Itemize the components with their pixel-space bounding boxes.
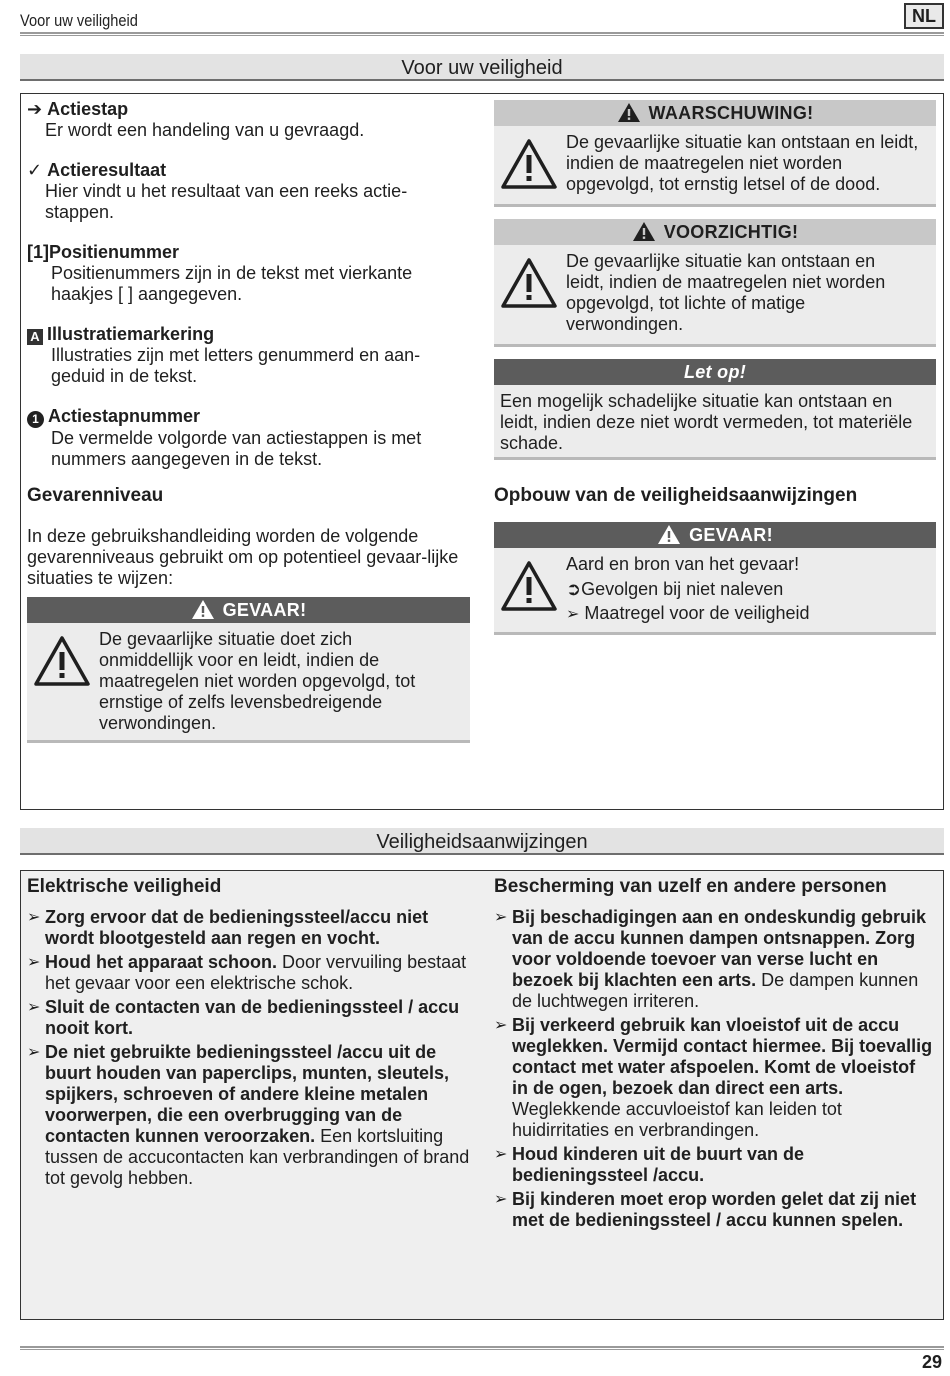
chevron-right-icon: ➢	[494, 1146, 508, 1163]
notice-block	[494, 359, 936, 460]
legend-item-actiestapnummer	[27, 406, 472, 470]
warning-triangle-icon	[500, 257, 558, 309]
list-item	[27, 952, 472, 994]
item-bold: Bij kinderen moet erop worden gelet dat zij niet met de bedieningssteel / accu kunnen spelen.	[512, 1189, 917, 1230]
list-item	[27, 907, 472, 949]
danger-example-block	[27, 597, 470, 743]
electrical-heading: Elektrische veiligheid	[27, 876, 222, 897]
list-item	[27, 1042, 472, 1189]
page-number: 29	[921, 1352, 942, 1372]
item-text: Door vervuiling bestaat het gevaar voor een elektrische schok.	[45, 952, 467, 993]
list-item	[494, 1189, 936, 1231]
warning-triangle-icon	[500, 138, 558, 190]
warning-header	[494, 100, 936, 126]
protection-heading: Bescherming van uzelf en andere personen	[494, 876, 887, 897]
structure-header	[494, 522, 936, 548]
legend-title: Positienummer	[49, 242, 180, 262]
legend-column	[27, 99, 472, 489]
legend-title: Actieresultaat	[47, 160, 167, 180]
chevron-right-icon: ➢	[494, 1017, 508, 1034]
warning-triangle-icon	[617, 102, 641, 123]
danger-label: GEVAAR!	[222, 600, 307, 620]
structure-line-3-text: Maatregel voor de veiligheid	[584, 603, 810, 623]
caution-header	[494, 219, 936, 245]
structure-line-2	[566, 579, 928, 600]
circled-arrow-icon: ➲	[566, 579, 582, 599]
notice-text: Een mogelijk schadelijke situatie kan ontstaan en leidt, indien deze niet wordt vermeden, tot materiële schade.	[500, 391, 913, 453]
structure-line-3	[566, 603, 928, 625]
legend-item-positienummer	[27, 242, 472, 305]
legend-item-illustratiemarkering	[27, 324, 472, 387]
legend-desc: Illustraties zijn met letters genummerd en aan-geduid in de tekst.	[51, 345, 421, 386]
item-bold: De niet gebruikte bedieningssteel /accu uit de buurt houden van paperclips, munten, sleutels, spijkers, schroeven of andere kleine metalen voorwerpen, die een overbrugging van de contacten kunnen veroorzaken.	[45, 1042, 450, 1146]
list-item	[494, 1015, 936, 1141]
item-text: Weglekkende accuvloeistof kan leiden tot huidirritaties en verbrandingen.	[512, 1099, 842, 1140]
warning-body	[494, 126, 936, 199]
footer-rule	[20, 1346, 944, 1350]
position-marker: [1]	[27, 242, 49, 262]
legend-desc: Positienummers zijn in de tekst met vierkante haakjes [ ] aangegeven.	[51, 263, 413, 304]
item-bold: Houd kinderen uit de buurt van de bedieningssteel /accu.	[512, 1144, 805, 1185]
checkmark-icon: ✓	[27, 160, 43, 180]
legend-item-actieresultaat	[27, 160, 472, 223]
structure-heading: Opbouw van de veiligheidsaanwijzingen	[494, 485, 858, 506]
warning-triangle-icon	[500, 560, 558, 612]
legend-title: Actiestap	[47, 99, 129, 119]
item-bold: Bij verkeerd gebruik kan vloeistof uit de accu weglekken. Vermijd contact hiermee. Bij toevallig contact met water afspoelen. Komt de vloeistof in de ogen, bezoek dan direct een arts.	[512, 1015, 933, 1098]
language-badge: NL	[904, 3, 944, 29]
arrow-right-icon: ➔	[27, 99, 43, 119]
electrical-column	[27, 876, 472, 1192]
item-text: Een kortsluiting tussen de accucontacten kan verbrandingen of brand tot gevolg hebben.	[45, 1126, 470, 1188]
legend-desc: Hier vindt u het resultaat van een reeks actie-stappen.	[45, 181, 408, 222]
chevron-right-icon: ➢	[27, 954, 41, 971]
legend-title: Actiestapnummer	[48, 406, 201, 426]
section-title-instructions: Veiligheidsaanwijzingen	[20, 828, 944, 855]
section-title-safety: Voor uw veiligheid	[20, 54, 944, 81]
warning-triangle-icon	[632, 221, 656, 242]
item-bold: Zorg ervoor dat de bedieningssteel/accu niet wordt blootgesteld aan regen en vocht.	[45, 907, 429, 948]
caution-body	[494, 245, 936, 339]
structure-label: GEVAAR!	[689, 525, 773, 545]
warning-triangle-icon	[191, 599, 215, 620]
chevron-right-icon: ➢	[27, 999, 41, 1016]
warning-label: WAARSCHUWING!	[648, 103, 814, 123]
structure-line-1: Aard en bron van het gevaar!	[566, 554, 800, 574]
item-text: De dampen kunnen de luchtwegen irriteren.	[512, 970, 919, 1011]
list-item	[27, 997, 472, 1039]
electrical-list	[27, 907, 472, 1189]
running-head: Voor uw veiligheid	[20, 11, 138, 30]
legend-item-actiestap	[27, 99, 472, 141]
list-item	[494, 1144, 936, 1186]
legend-desc: De vermelde volgorde van actiestappen is met nummers aangegeven in de tekst.	[51, 428, 422, 469]
danger-header	[27, 597, 470, 623]
chevron-right-icon: ➢	[27, 1044, 41, 1061]
header-rule	[20, 32, 944, 36]
warning-text: De gevaarlijke situatie kan ontstaan en leidt, indien de maatregelen niet worden opgevolgd, tot ernstig letsel of de dood.	[566, 132, 919, 194]
chevron-right-icon: ➢	[566, 606, 580, 623]
protection-column	[494, 876, 936, 1234]
danger-text: De gevaarlijke situatie doet zich onmiddellijk voor en leidt, indien de maatregelen niet worden opgevolgd, tot ernstige of zelfs levensbedreigende verwondingen.	[99, 629, 416, 733]
notice-header: Let op!	[494, 359, 936, 385]
chevron-right-icon: ➢	[27, 909, 41, 926]
legend-desc: Er wordt een handeling van u gevraagd.	[45, 120, 365, 140]
item-bold: Bij beschadigingen aan en ondeskundig gebruik van de accu kunnen dampen ontsnappen. Zorg voor voldoende toevoer van verse lucht en bezoek bij klachten een arts.	[512, 907, 927, 990]
structure-body	[494, 548, 936, 629]
chevron-right-icon: ➢	[494, 1191, 508, 1208]
caution-block	[494, 219, 936, 347]
protection-list	[494, 907, 936, 1231]
danger-body	[27, 623, 470, 738]
gevarenniveau-intro: In deze gebruikshandleiding worden de volgende gevarenniveaus gebruikt om op potentieel gevaar-lijke situaties te wijzen:	[27, 526, 459, 588]
structure-line-2-text: Gevolgen bij niet naleven	[581, 579, 784, 599]
number-one-circle-icon: 1	[27, 411, 44, 428]
letter-a-badge-icon: A	[27, 329, 43, 345]
warning-triangle-icon	[657, 524, 681, 545]
warning-block	[494, 100, 936, 207]
chevron-right-icon: ➢	[494, 909, 508, 926]
caution-text: De gevaarlijke situatie kan ontstaan en leidt, indien de maatregelen niet worden opgevolgd, tot lichte of matige verwondingen.	[566, 251, 886, 334]
warning-triangle-icon	[33, 635, 91, 687]
caution-label: VOORZICHTIG!	[663, 222, 799, 242]
gevarenniveau-heading: Gevarenniveau	[27, 485, 164, 506]
item-bold: Houd het apparaat schoon.	[45, 952, 278, 972]
legend-title: Illustratiemarkering	[47, 324, 215, 344]
list-item	[494, 907, 936, 1012]
structure-example-block	[494, 522, 936, 635]
item-bold: Sluit de contacten van de bedieningssteel / accu nooit kort.	[45, 997, 460, 1038]
